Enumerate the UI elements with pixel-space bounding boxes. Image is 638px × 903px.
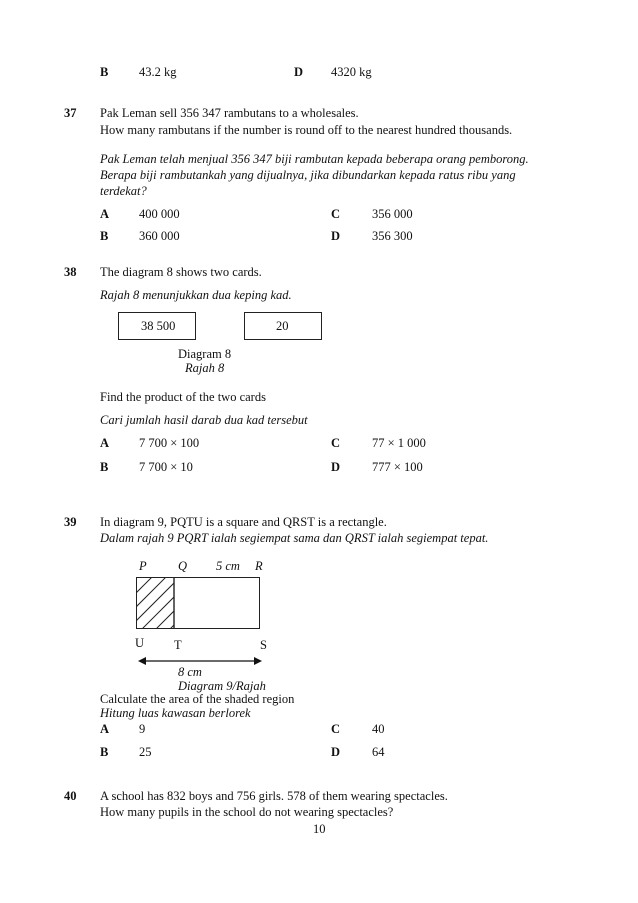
- q39-option-a-text: 9: [139, 722, 146, 736]
- q39-en-line2: Calculate the area of the shaded region: [100, 692, 295, 706]
- q39-ms-line1: Dalam rajah 9 PQRT ialah segiempat sama dan QRST ialah segiempat tepat.: [100, 531, 489, 545]
- page-number: 10: [313, 822, 326, 836]
- card-1-value: 38 500: [141, 319, 176, 333]
- q39-option-a-letter: A: [100, 722, 110, 736]
- q39-option-c-text: 40: [372, 722, 385, 736]
- q39-option-b-text: 25: [139, 745, 152, 759]
- q36-option-d-text: 4320 kg: [331, 65, 372, 79]
- label-p: P: [139, 559, 147, 573]
- q39-option-c-letter: C: [331, 722, 341, 736]
- q37-option-b-text: 360 000: [139, 229, 180, 243]
- q37-option-d-text: 356 300: [372, 229, 413, 243]
- q39-option-d-letter: D: [331, 745, 341, 759]
- card-1: [118, 312, 196, 340]
- q38-en-line2: Find the product of the two cards: [100, 390, 266, 404]
- q38-ms-line1: Rajah 8 menunjukkan dua keping kad.: [100, 288, 292, 302]
- q37-en-line2: How many rambutans if the number is round off to the nearest hundred thousands.: [100, 123, 513, 137]
- q38-option-a-letter: A: [100, 436, 110, 450]
- q38-option-d-text: 777 × 100: [372, 460, 423, 474]
- shaded-region: [136, 577, 176, 629]
- q38-option-c-text: 77 × 1 000: [372, 436, 426, 450]
- label-bottom-length: 8 cm: [178, 665, 202, 679]
- card-2: [244, 312, 322, 340]
- q39-ms-line2: Hitung luas kawasan berlorek: [100, 706, 251, 720]
- q37-option-a-text: 400 000: [139, 207, 180, 221]
- q37-option-c-letter: C: [331, 207, 341, 221]
- q38-number: 38: [64, 265, 77, 279]
- diagram-9-rectangle: [136, 577, 260, 629]
- q40-en-line2: How many pupils in the school do not wearing spectacles?: [100, 805, 394, 819]
- q39-option-b-letter: B: [100, 745, 109, 759]
- q38-en-line1: The diagram 8 shows two cards.: [100, 265, 262, 279]
- q37-ms-line3: terdekat?: [100, 184, 147, 198]
- q39-option-d-text: 64: [372, 745, 385, 759]
- q38-option-c-letter: C: [331, 436, 341, 450]
- q37-option-c-text: 356 000: [372, 207, 413, 221]
- label-q: Q: [178, 559, 188, 573]
- label-r: R: [255, 559, 263, 573]
- q38-option-d-letter: D: [331, 460, 341, 474]
- q38-option-b-text: 7 700 × 10: [139, 460, 193, 474]
- diagram-8-caption-ms: Rajah 8: [185, 361, 225, 375]
- diagram-9-caption: Diagram 9/Rajah: [178, 679, 266, 693]
- q37-ms-line2: Berapa biji rambutankah yang dijualnya, jika dibundarkan kepada ratus ribu yang: [100, 168, 516, 182]
- label-top-length: 5 cm: [216, 559, 240, 573]
- q37-en-line1: Pak Leman sell 356 347 rambutans to a wholesales.: [100, 106, 359, 120]
- q37-option-a-letter: A: [100, 207, 110, 221]
- card-2-value: 20: [276, 319, 289, 333]
- diagram-9-figure: [136, 577, 260, 629]
- label-s: S: [260, 638, 267, 652]
- diagram-8-caption-en: Diagram 8: [178, 347, 232, 361]
- q38-option-b-letter: B: [100, 460, 109, 474]
- q39-en-line1: In diagram 9, PQTU is a square and QRST is a rectangle.: [100, 515, 387, 529]
- q36-option-d-letter: D: [294, 65, 304, 79]
- q36-option-b-letter: B: [100, 65, 109, 79]
- q38-option-a-text: 7 700 × 100: [139, 436, 200, 450]
- q37-option-d-letter: D: [331, 229, 341, 243]
- q37-ms-line1: Pak Leman telah menjual 356 347 biji rambutan kepada beberapa orang pemborong.: [100, 152, 529, 166]
- label-t: T: [174, 638, 182, 652]
- label-u: U: [135, 636, 145, 650]
- q36-option-b-text: 43.2 kg: [139, 65, 177, 79]
- q39-number: 39: [64, 515, 77, 529]
- q37-number: 37: [64, 106, 77, 120]
- q38-ms-line2: Cari jumlah hasil darab dua kad tersebut: [100, 413, 308, 427]
- q37-option-b-letter: B: [100, 229, 109, 243]
- q40-en-line1: A school has 832 boys and 756 girls. 578 of them wearing spectacles.: [100, 789, 448, 803]
- q40-number: 40: [64, 789, 77, 803]
